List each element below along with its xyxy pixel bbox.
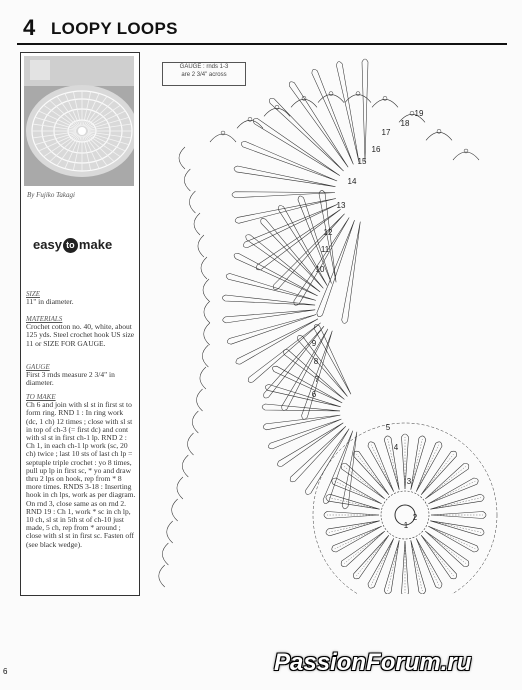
medallion-petal bbox=[416, 442, 442, 492]
row-label-13: 13 bbox=[336, 201, 346, 210]
easy-logo-part1: easy bbox=[33, 237, 62, 252]
size-text: 11" in diameter. bbox=[26, 297, 74, 307]
easy-logo-part2: to bbox=[63, 238, 78, 253]
gauge-heading: GAUGE bbox=[26, 363, 50, 371]
row-label-5: 5 bbox=[385, 423, 391, 432]
row-label-9: 9 bbox=[311, 339, 317, 348]
petal-stitch bbox=[416, 445, 439, 492]
medallion-petal bbox=[368, 442, 394, 492]
edge-scallop bbox=[162, 543, 168, 565]
medallion-petal bbox=[332, 478, 382, 504]
edge-scallop bbox=[203, 279, 209, 301]
fan-stitch-upper bbox=[234, 166, 335, 187]
petal-stitch bbox=[428, 481, 475, 504]
watermark: PassionForum.ru bbox=[274, 649, 472, 676]
fan-stitch-upper bbox=[312, 69, 354, 164]
materials-text: Crochet cotton no. 40, white, about 125 yds. Steel crochet hook US size 11 or SIZE FOR GAUGE. bbox=[26, 322, 135, 348]
picot-loop bbox=[383, 96, 387, 100]
row-label-4: 4 bbox=[393, 443, 399, 452]
edge-scallop bbox=[167, 521, 173, 543]
medallion-petal bbox=[425, 531, 469, 566]
medallion-petal bbox=[332, 526, 382, 552]
medallion-petal bbox=[353, 451, 388, 495]
petal-stitch bbox=[335, 481, 382, 504]
medallion-petal bbox=[421, 451, 456, 495]
edge-scallop bbox=[201, 257, 207, 279]
picot-loop bbox=[356, 92, 360, 96]
gauge-text: First 3 rnds measure 2 3/4" in diameter. bbox=[26, 370, 115, 388]
fan-stitch-upper bbox=[362, 59, 368, 162]
petal-stitch bbox=[411, 439, 423, 490]
medallion-petal bbox=[430, 494, 484, 509]
row-label-12: 12 bbox=[323, 228, 333, 237]
row-label-19: 19 bbox=[414, 109, 424, 118]
edge-scallop bbox=[194, 213, 200, 235]
edge-scallop bbox=[202, 345, 208, 367]
petal-stitch bbox=[416, 538, 439, 585]
row-label-6: 6 bbox=[311, 390, 317, 399]
medallion-petal bbox=[411, 540, 426, 594]
edge-scallop bbox=[198, 235, 204, 257]
page-number: 6 bbox=[3, 667, 8, 676]
edge-scallop bbox=[182, 455, 188, 477]
row-label-17: 17 bbox=[381, 128, 391, 137]
medallion-petal bbox=[421, 535, 456, 579]
edge-scallop bbox=[204, 301, 210, 323]
picot-loop bbox=[248, 117, 252, 121]
edge-scallop bbox=[159, 565, 165, 587]
medallion-petal bbox=[411, 436, 426, 490]
fan-stitch-upper bbox=[342, 222, 361, 324]
fan-stitch-upper bbox=[289, 82, 348, 167]
medallion-petal bbox=[416, 538, 442, 588]
fan-stitch-lower bbox=[262, 404, 340, 411]
picot-loop bbox=[329, 92, 333, 96]
petal-stitch bbox=[329, 498, 380, 510]
medallion-petal bbox=[341, 463, 385, 498]
edge-scallop bbox=[184, 169, 190, 191]
picot-loop bbox=[275, 105, 279, 109]
instructions-column bbox=[20, 52, 140, 596]
edge-scallop bbox=[177, 477, 183, 499]
medallion-petal bbox=[368, 538, 394, 588]
medallion-petal bbox=[341, 531, 385, 566]
crochet-chart-diagram bbox=[150, 52, 510, 594]
fan-stitch-upper bbox=[336, 62, 359, 163]
designer-credit: By Fujiko Takagi bbox=[27, 191, 75, 199]
petal-stitch bbox=[430, 521, 481, 533]
medallion-petal bbox=[425, 463, 469, 498]
row-label-14: 14 bbox=[347, 177, 357, 186]
edge-scallop bbox=[179, 147, 185, 169]
edge-scallop bbox=[200, 367, 206, 389]
row-label-11: 11 bbox=[320, 245, 330, 254]
gauge-note-box bbox=[162, 62, 246, 86]
gauge-section bbox=[26, 363, 136, 388]
picot-loop bbox=[221, 131, 225, 135]
row-label-3: 3 bbox=[406, 477, 412, 486]
medallion-petal bbox=[353, 535, 388, 579]
gauge-note-line1: GAUGE : rnds 1-3 bbox=[179, 64, 229, 70]
easy-logo-part3: make bbox=[78, 237, 113, 252]
row-label-8: 8 bbox=[313, 357, 319, 366]
medallion-petal bbox=[326, 494, 380, 509]
petal-stitch bbox=[388, 540, 400, 591]
fan-stitch-lower bbox=[268, 419, 341, 449]
fan-stitch-lower bbox=[263, 415, 340, 430]
medallion-petal bbox=[326, 521, 380, 536]
row-label-16: 16 bbox=[371, 145, 381, 154]
row-label-2: 2 bbox=[412, 513, 418, 522]
edge-scallop bbox=[204, 323, 210, 345]
header-rule bbox=[17, 43, 507, 45]
medallion-petal bbox=[384, 540, 399, 594]
to-make-text: Ch 6 and join with sl st in first st to form ring. RND 1 : In ring work (dc, 1 ch) 12 times ; close with sl st in top of ch-3 (= first dc) and cont with sl st in first ch-1 lp. RND 2 : Ch 1, in each ch-1 lp work (sc, 20 ch) twice ; last 10 sts of last ch lp = septuple triple crochet : yo 8 times, pull up lp in first sc, * yo and draw thru 2 lps on hook, rep from * 8 more times. RNDS 3-18 : Inserting hook in ch lps, work as per diagram. On rnd 3, close same as on rnd 2. RND 19 : Ch 1, work * sc in ch lp, 10 ch, sl st in 5th st of ch-10 just made, 5 ch, rep from * around ; close with sl st in first sc. Fasten off (see black wedge). bbox=[26, 400, 136, 549]
fan-stitch-middle bbox=[223, 310, 315, 323]
row-label-18: 18 bbox=[400, 119, 410, 128]
petal-stitch bbox=[411, 540, 423, 591]
fan-stitch-middle bbox=[227, 314, 316, 344]
fan-stitch-lower bbox=[298, 335, 348, 396]
picot-loop bbox=[464, 149, 468, 153]
fan-stitch-lower bbox=[342, 432, 357, 509]
picot-loop bbox=[437, 129, 441, 133]
size-heading: SIZE bbox=[26, 290, 40, 298]
materials-heading: MATERIALS bbox=[26, 315, 63, 323]
gauge-note-line2: are 2 3/4" across bbox=[181, 72, 227, 78]
doily-photo bbox=[24, 56, 134, 186]
to-make-heading: TO MAKE bbox=[26, 393, 56, 401]
picot-loop bbox=[410, 111, 414, 115]
petal-stitch bbox=[428, 526, 475, 549]
edge-scallop bbox=[189, 191, 195, 213]
fan-stitch-middle bbox=[236, 319, 318, 364]
petal-stitch bbox=[335, 526, 382, 549]
petal-stitch bbox=[371, 445, 394, 492]
pattern-header bbox=[17, 13, 507, 43]
petal-stitch bbox=[430, 498, 481, 510]
pattern-number: 4 bbox=[23, 15, 36, 40]
materials-section bbox=[26, 315, 136, 348]
edge-scallop bbox=[197, 389, 203, 411]
fan-stitch-upper bbox=[253, 119, 340, 176]
fan-stitch-lower bbox=[290, 426, 346, 482]
round-1-ring bbox=[381, 491, 429, 539]
fan-stitch-lower bbox=[323, 431, 353, 504]
row-label-15: 15 bbox=[357, 157, 367, 166]
edge-scallop bbox=[188, 433, 194, 455]
medallion-petal bbox=[428, 526, 478, 552]
medallion-petal bbox=[430, 521, 484, 536]
pattern-title: LOOPY LOOPS bbox=[51, 19, 178, 38]
to-make-section bbox=[26, 393, 136, 549]
edge-scallop bbox=[172, 499, 178, 521]
easy-to-make-logo bbox=[33, 233, 133, 261]
row-label-7: 7 bbox=[314, 375, 320, 384]
row-label-10: 10 bbox=[315, 265, 325, 274]
size-section bbox=[26, 290, 136, 306]
petal-stitch bbox=[371, 538, 394, 585]
petal-stitch bbox=[329, 521, 380, 533]
crochet-symbol-chart bbox=[150, 52, 510, 594]
row-label-1: 1 bbox=[403, 521, 409, 530]
medallion-petal bbox=[428, 478, 478, 504]
edge-scallop bbox=[192, 411, 198, 433]
